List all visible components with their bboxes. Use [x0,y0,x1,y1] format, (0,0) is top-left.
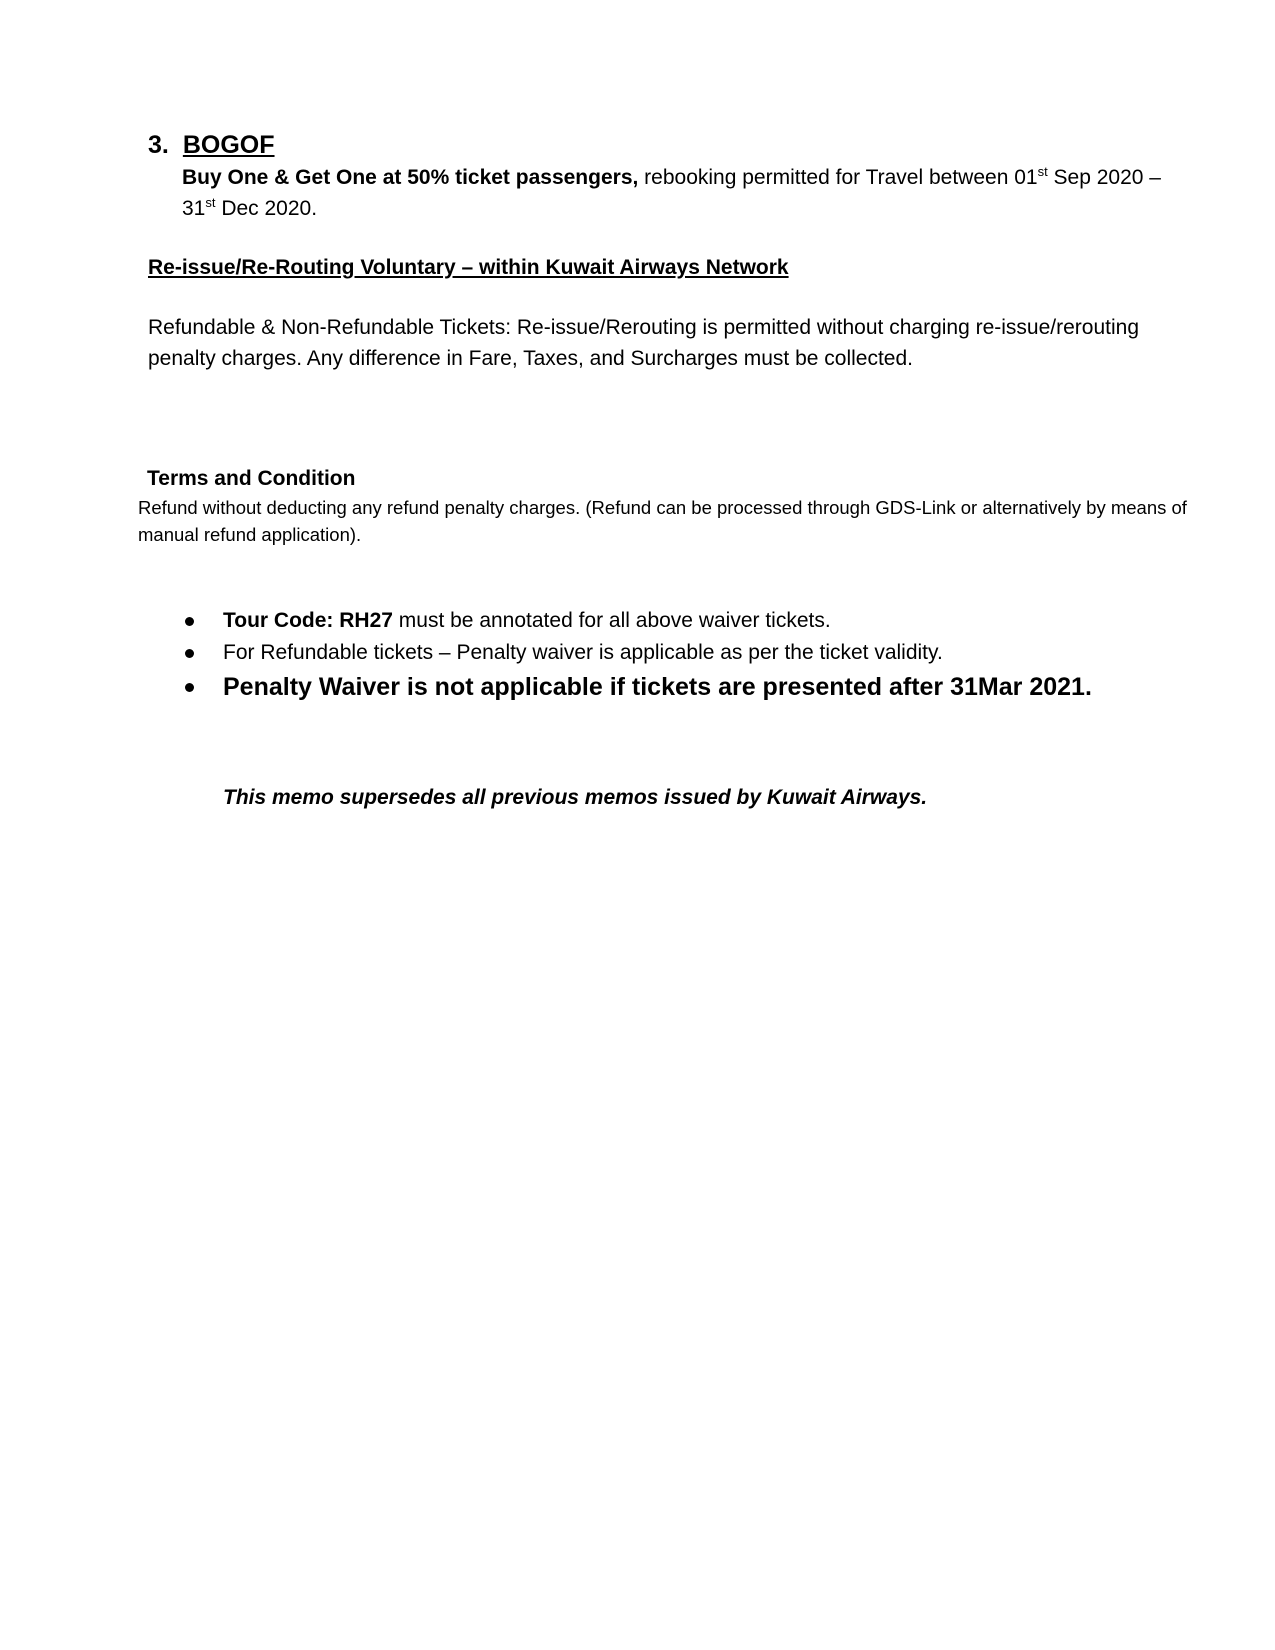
bullet-icon [185,683,194,692]
section-title: BOGOF [182,131,275,159]
reissue-heading: Re-issue/Re-Routing Voluntary – within Kuwait Airways Network [148,256,789,279]
reissue-body: Refundable & Non-Refundable Tickets: Re-issue/Rerouting is permitted without charging re-issue/rerouting penalty charges. Any difference in Fare, Taxes, and Surcharges must be collected. [148,316,1140,370]
memo-note: This memo supersedes all previous memos issued by Kuwait Airways. [223,786,928,809]
tour-code-text: must be annotated for all above waiver tickets. [392,609,831,632]
bullet-list [185,605,1185,705]
offer-superscript-2: st [205,195,216,210]
bogof-description [182,162,1172,224]
bullet-icon [185,617,194,626]
tour-code-label: Tour Code: RH27 [223,609,393,632]
offer-text-3: Dec 2020. [215,197,318,220]
bullet-icon [185,649,194,658]
refundable-text: For Refundable tickets – Penalty waiver is applicable as per the ticket validity. [223,641,943,664]
penalty-text: Penalty Waiver is not applicable if tickets are presented after 31Mar 2021. [223,673,1092,701]
terms-body: Refund without deducting any refund penalty charges. (Refund can be processed through GDS-Link or alternatively by means of manual refund application). [138,497,1187,545]
offer-text-2: Sep 2020 – 31 [182,166,1161,220]
offer-superscript-1: st [1037,164,1048,179]
list-item [185,669,1185,705]
offer-text-1: rebooking permitted for Travel between 01 [638,166,1038,189]
offer-bold-text: Buy One & Get One at 50% ticket passengers, [182,166,639,189]
list-item [185,605,1185,637]
list-item [185,637,1185,669]
section-number: 3. [148,131,169,159]
terms-heading: Terms and Condition [147,467,356,490]
section-heading [148,128,275,162]
